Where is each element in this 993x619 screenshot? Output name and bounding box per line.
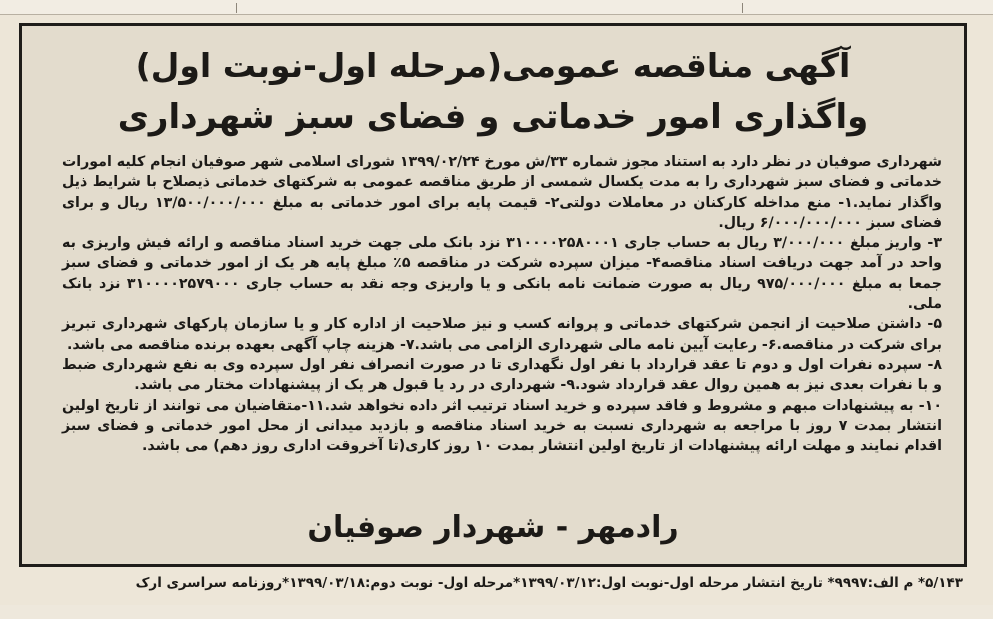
tender-notice-box [19, 23, 967, 567]
notice-paragraph: ۸- سپرده نفرات اول و دوم تا عقد قرارداد با نفر اول نگهداری تا در صورت انصراف نفر اول سپرده وی به نفع شهرداری ضبط و با نفرات بعدی نیز به همین روال عقد قرارداد شود.۹- شهرداری در رد یا قبول هر یک از پیشنهادات مختار می باشد. [62, 356, 942, 394]
publication-footer: ۵/۱۴۳* م الف:۹۹۹۷* تاریخ انتشار مرحله اول-نوبت اول:۱۳۹۹/۰۳/۱۲*مرحله اول- نوبت دوم:۱۳۹۹/۰۳/۱۸*روزنامه سراسری ارک [135, 575, 963, 591]
notice-body [62, 152, 942, 456]
notice-paragraph: ۳- واریز مبلغ ۳/۰۰۰/۰۰۰ ریال به حساب جاری ۳۱۰۰۰۰۲۵۸۰۰۰۱ نزد بانک ملی جهت خرید اسناد مناقصه و ارائه فیش واریزی به واحد در آمد جهت دریافت اسناد مناقصه۴- میزان سپرده شرکت در مناقصه ۵٪ مبلغ پایه هر یک از امور خدماتی و فضای سبز جمعا به مبلغ ۹۷۵/۰۰۰/۰۰۰ ریال به صورت ضمانت نامه بانکی و یا واریزی وجه نقد به حساب جاری ۳۱۰۰۰۰۲۵۷۹۰۰۰ نزد بانک ملی. [62, 235, 942, 313]
notice-paragraph: شهرداری صوفیان در نظر دارد به استناد مجوز شماره ۳۳/ش مورخ ۱۳۹۹/۰۲/۲۴ شورای اسلامی شهر صوفیان انجام کلیه امورات خدماتی و فضای سبز شهرداری را به مدت یکسال شمسی از طریق مناقصه عمومی به شرکتهای خدماتی ذیصلاح با شرایط ذیل واگذار نماید.۱- منع مداخله کارکنان در معاملات دولتی۲- قیمت پایه برای امور خدماتی به مبلغ ۱۳/۵۰۰/۰۰۰/۰۰۰ ریال و برای فضای سبز ۶/۰۰۰/۰۰۰/۰۰۰ ریال. [62, 154, 942, 231]
column-rule [742, 3, 743, 13]
notice-signature: رادمهر - شهردار صوفیان [307, 510, 679, 545]
notice-paragraph: ۵- داشتن صلاحیت از انجمن شرکتهای خدماتی و پروانه کسب و نیز صلاحیت از اداره کار و یا سازمان پارکهای شهرداری تبریز برای شرکت در مناقصه.۶- رعایت آیین نامه مالی شهرداری الزامی می باشد.۷- هزینه چاپ آگهی بعهده برنده مناقصه می باشد. [62, 316, 942, 353]
notice-subtitle: واگذاری امور خدماتی و فضای سبز شهرداری [117, 97, 869, 137]
page-top-strip [0, 0, 993, 15]
notice-title: آگهی مناقصه عمومی(مرحله اول-نوبت اول) [135, 46, 851, 85]
page-bottom-strip [0, 605, 993, 619]
notice-paragraph: ۱۰- به پیشنهادات مبهم و مشروط و فاقد سپرده و خرید اسناد ترتیب اثر داده نخواهد شد.۱۱-متقاضیان می توانند از تاریخ اولین انتشار بمدت ۷ روز با مراجعه به شهرداری نسبت به خرید اسناد مناقصه و بازدید میدانی از محل امور خدماتی و فضای سبز اقدام نمایند و مهلت ارائه پیشنهادات از تاریخ اولین انتشار بمدت ۱۰ روز کاری(تا آخروقت اداری روز دهم) می باشد. [62, 397, 942, 455]
column-rule [236, 3, 237, 13]
